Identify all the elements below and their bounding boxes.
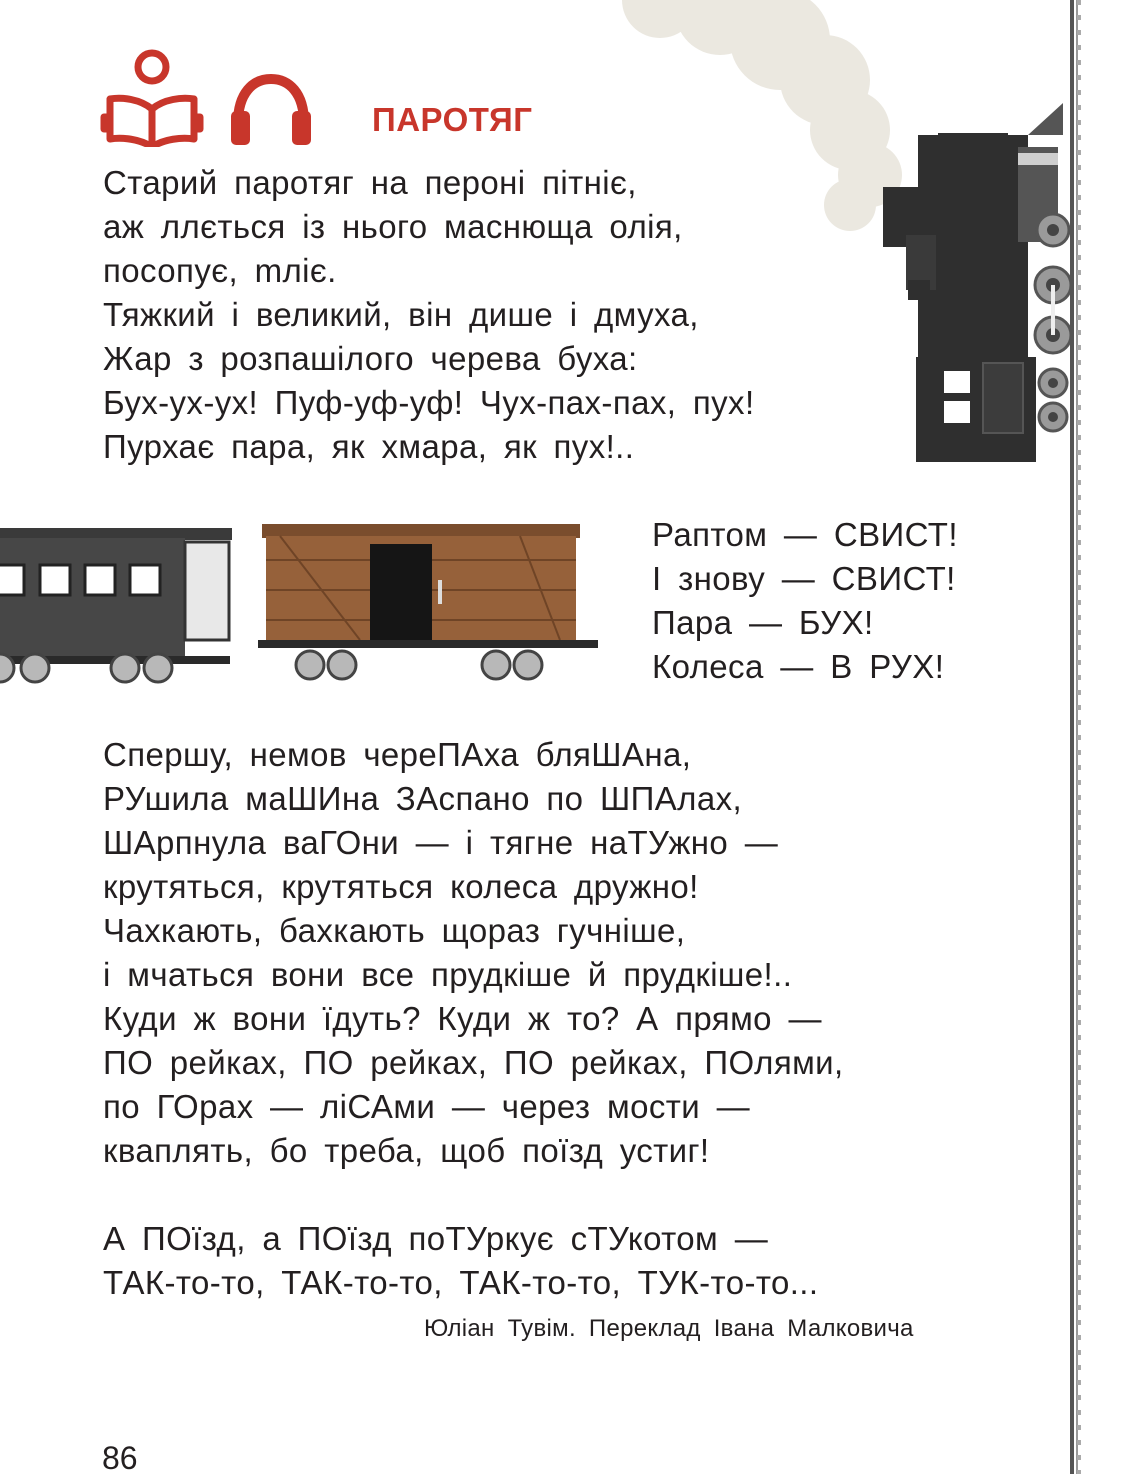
reading-child-icon — [100, 47, 205, 147]
poem-line: ШАрпнула ваГОни — і тягне наТУжно — — [103, 824, 779, 861]
poem-line: Старий паротяг на пероні пітніє, — [103, 164, 637, 201]
poem-line: Жар з розпашілого черева буха: — [103, 340, 638, 377]
poem-line: І знову — СВИСТ! — [652, 560, 956, 597]
poem-line: Куди ж вони їдуть? Куди ж то? А прямо — — [103, 1000, 822, 1037]
page-title: ПАРОТЯГ — [372, 101, 533, 138]
stanza-2 — [652, 513, 958, 689]
stanza-3 — [103, 733, 844, 1173]
poem-line: А ПОїзд, а ПОїзд поТУркує сТУкотом — — [103, 1220, 769, 1257]
author-attribution: Юліан Тувім. Переклад Івана Малковича — [424, 1315, 914, 1342]
poem-line: Спершу, немов череПАха бляШАна, — [103, 736, 692, 773]
locomotive-illustration — [878, 95, 1073, 465]
poem-line: Колеса — В РУХ! — [652, 648, 945, 685]
page-number: 86 — [102, 1440, 138, 1476]
poem-line: і мчаться вони все прудкіше й прудкіше!.. — [103, 956, 793, 993]
headphones-icon — [228, 73, 314, 147]
poem-line: Пара — БУХ! — [652, 604, 874, 641]
poem-line: аж ллється із нього маснюща олія, — [103, 208, 683, 245]
poem-line: РУшила маШИна ЗАспано по ШПАлах, — [103, 780, 743, 817]
poem-line: по ГОрах — ліСАми — через мости — — [103, 1088, 751, 1125]
train-cars-illustration — [0, 520, 605, 690]
poem-line: Тяжкий і великий, він дише і дмуха, — [103, 296, 699, 333]
stanza-4 — [103, 1217, 818, 1305]
poem-line: ПО рейках, ПО рейках, ПО рейках, ПОлями, — [103, 1044, 844, 1081]
poem-line: Раптом — СВИСТ! — [652, 516, 958, 553]
poem-line: посопує, mліє. — [103, 252, 337, 289]
poem-line: ТАК-то-то, ТАК-то-то, ТАК-то-то, ТУК-то-то... — [103, 1264, 819, 1301]
railway-track-border — [1068, 0, 1082, 1474]
poem-line: Пурхає пара, як хмара, як пух!.. — [103, 428, 635, 465]
poem-line: крутяться, крутяться колеса дружно! — [103, 868, 699, 905]
poem-line: Бух-ух-ух! Пуф-уф-уф! Чух-пах-пах, пух! — [103, 384, 755, 421]
poem-line: кваплять, бо треба, щоб поїзд устиг! — [103, 1132, 710, 1169]
stanza-1 — [103, 161, 755, 469]
poem-line: Чахкають, бахкають щораз гучніше, — [103, 912, 686, 949]
